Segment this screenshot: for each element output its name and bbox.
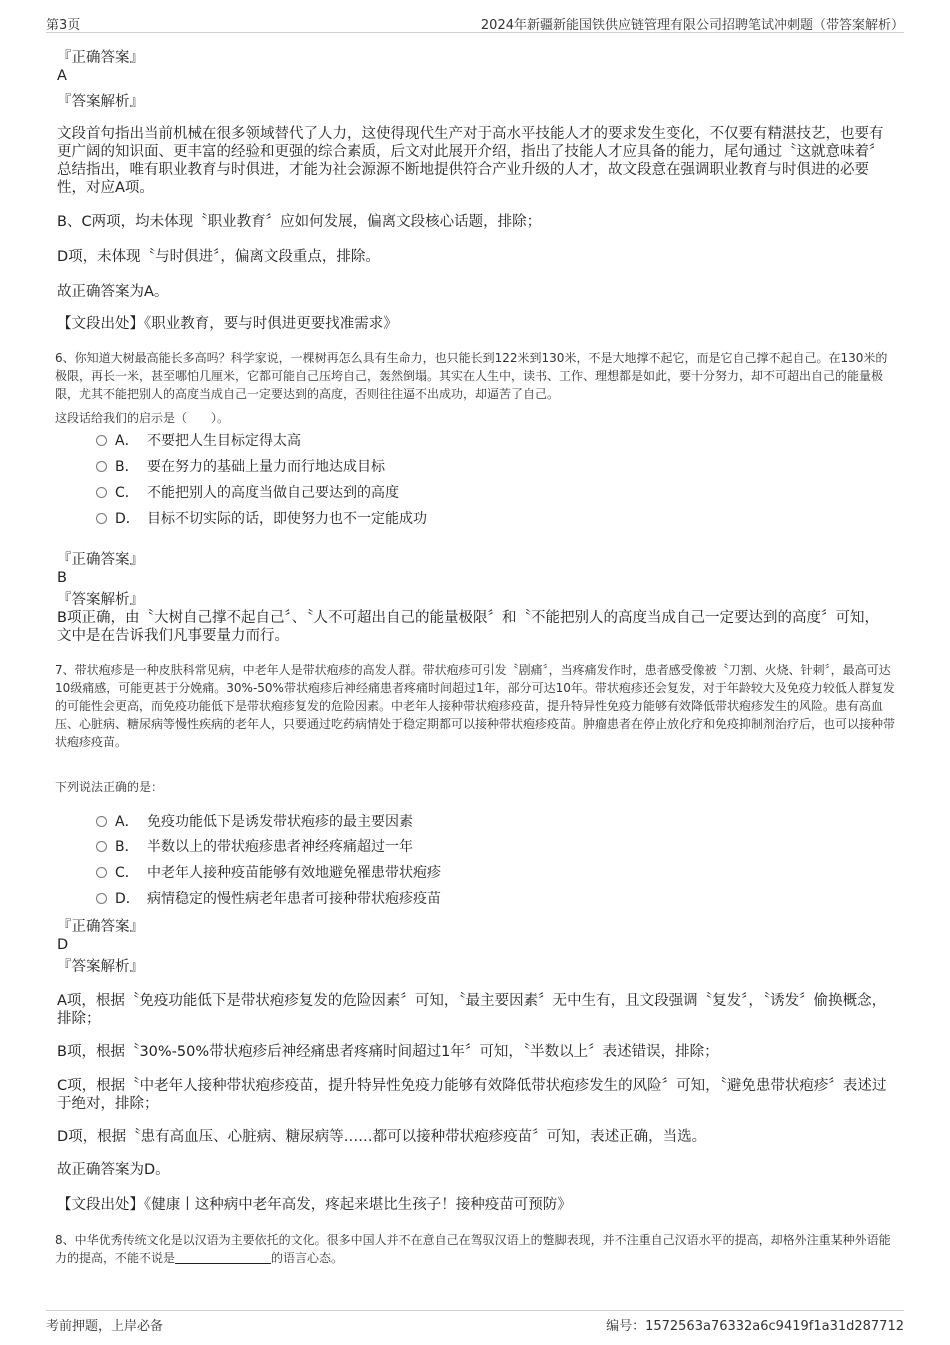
radio-button-icon[interactable] bbox=[96, 461, 107, 472]
q6-option-a[interactable]: A． 不要把人生目标定得太高 bbox=[96, 432, 301, 450]
q7-analysis-paragraph: B项，根据〝30%-50%带状疱疹后神经痛患者疼痛时间超过1年〞可知，〝半数以上〞表述错误，排除； bbox=[57, 1044, 719, 1060]
q7-option-c[interactable]: C． 中老年人接种疫苗能够有效地避免罹患带状疱疹 bbox=[96, 864, 441, 882]
q7-analysis-paragraph: D项，根据〝患有高血压、心脏病、糖尿病等……都可以接种带状疱疹疫苗〞可知，表述正确，当选。 bbox=[57, 1129, 707, 1145]
radio-button-icon[interactable] bbox=[96, 513, 107, 524]
q7-analysis-paragraph: C项，根据〝中老年人接种带状疱疹疫苗，提升特异性免疫力能够有效降低带状疱疹发生的风险〞可知，〝避免患带状疱疹〞表述过于绝对，排除； bbox=[57, 1078, 887, 1112]
q6-stem: 6、你知道大树最高能长多高吗？科学家说，一棵树再怎么具有生命力，也只能长到122米到130米，不是大地撑不起它，而是它自己撑不起自己。在130米的极限，再长一米，甚至哪怕几厘米，它都可能自己压垮自己，轰然倒塌。其实在人生中，读书、工作、理想都是如此，要十分努力，却不可超出自己的能量极限，尤其不能把别人的高度当成自己一定要达到的高度，否则往往逼不出成功，却逼苦了自己。 bbox=[55, 351, 888, 401]
q5-analysis-conclusion: 故正确答案为A。 bbox=[57, 284, 169, 300]
q7-option-b[interactable]: B． 半数以上的带状疱疹患者神经疼痛超过一年 bbox=[96, 838, 413, 856]
q5-analysis-paragraph: 文段首句指出当前机械在很多领域替代了人力，这使得现代生产对于高水平技能人才的要求发生变化，不仅要有精湛技艺，也要有更广阔的知识面、更丰富的经验和更强的综合素质，后文对此展开介绍，指出了技能人才应具备的能力，尾句通过〝这就意味着〞总结指出，唯有职业教育与时俱进，才能为社会源源不断地提供符合产业升级的人才，故文段意在强调职业教育与时俱进的必要性，对应A项。 bbox=[57, 126, 884, 196]
q7-prompt: 下列说法正确的是： bbox=[55, 780, 164, 794]
q7-analysis-conclusion: 故正确答案为D。 bbox=[57, 1162, 170, 1178]
fill-in-blank[interactable] bbox=[175, 1251, 271, 1264]
q8-stem: 8、中华优秀传统文化是以汉语为主要依托的文化。很多中国人并不在意自己在驾驭汉语上的蹩脚表现，并不注重自己汉语水平的提高，却格外注重某种外语能力的提高，不能不说是 的语言心态。 bbox=[55, 1233, 891, 1265]
radio-button-icon[interactable] bbox=[96, 816, 107, 827]
radio-button-icon[interactable] bbox=[96, 841, 107, 852]
q6-prompt: 这段话给我们的启示是（ ）。 bbox=[55, 411, 230, 425]
q7-analysis-heading: 『答案解析』 bbox=[57, 959, 144, 975]
q6-option-c[interactable]: C． 不能把别人的高度当做自己要达到的高度 bbox=[96, 484, 399, 502]
q7-answer: D bbox=[57, 937, 69, 953]
q7-analysis-paragraph: A项，根据〝免疫功能低下是带状疱疹复发的危险因素〞可知，〝最主要因素〞无中生有，且文段强调〝复发〞，〝诱发〞偷换概念，排除； bbox=[57, 993, 887, 1027]
q6-analysis-heading: 『答案解析』 bbox=[57, 592, 144, 608]
q7-source: 【文段出处】《健康丨这种病中老年高发，疼起来堪比生孩子！接种疫苗可预防》 bbox=[57, 1197, 572, 1213]
q6-answer-heading: 『正确答案』 bbox=[57, 552, 144, 568]
q5-analysis-paragraph: B、C两项，均未体现〝职业教育〞应如何发展，偏离文段核心话题，排除； bbox=[57, 214, 542, 230]
q6-option-d[interactable]: D． 目标不切实际的话，即使努力也不一定能成功 bbox=[96, 510, 427, 528]
radio-button-icon[interactable] bbox=[96, 893, 107, 904]
radio-button-icon[interactable] bbox=[96, 867, 107, 878]
page-number: 第3页 bbox=[46, 18, 81, 33]
document-serial: 编号：1572563a76332a6c9419f1a31d287712 bbox=[606, 1319, 904, 1334]
q6-analysis: B项正确，由〝大树自己撑不起自己〞、〝人不可超出自己的能量极限〞和〝不能把别人的高度当成自己一定要达到的高度〞可知，文中是在告诉我们凡事要量力而行。 bbox=[57, 610, 879, 644]
page-header bbox=[46, 12, 904, 33]
q5-source: 【文段出处】《职业教育，要与时俱进更要找准需求》 bbox=[57, 316, 398, 332]
q5-answer-heading: 『正确答案』 bbox=[57, 50, 144, 66]
q6-option-b[interactable]: B． 要在努力的基础上量力而行地达成目标 bbox=[96, 458, 385, 476]
radio-button-icon[interactable] bbox=[96, 487, 107, 498]
footer-slogan: 考前押题，上岸必备 bbox=[46, 1319, 164, 1334]
q7-stem: 7、带状疱疹是一种皮肤科常见病，中老年人是带状疱疹的高发人群。带状疱疹可引发〝剧痛〞，当疼痛发作时，患者感受像被〝刀割、火烧、针刺〞，最高可达10级痛感，可能更甚于分娩痛。30%-50%带状疱疹后神经痛患者疼痛时间超过1年，部分可达10年。带状疱疹还会复发，对于年龄较大及免疫力较低人群复发的可能性会更高，而免疫功能低下是带状疱疹复发的危险因素。中老年人接种带状疱疹疫苗，提升特异性免疫力能够有效降低带状疱疹发生的风险。患有高血压、心脏病、糖尿病等慢性疾病的老年人，只要通过吃药病情处于稳定期都可以接种带状疱疹疫苗。肿瘤患者在停止放化疗和免疫抑制剂治疗后，也可以接种带状疱疹疫苗。 bbox=[55, 663, 896, 749]
q5-answer: A bbox=[57, 68, 67, 84]
q7-option-a[interactable]: A． 免疫功能低下是诱发带状疱疹的最主要因素 bbox=[96, 813, 413, 831]
q7-answer-heading: 『正确答案』 bbox=[57, 919, 144, 935]
q5-analysis-paragraph: D项，未体现〝与时俱进〞，偏离文段重点，排除。 bbox=[57, 249, 380, 265]
q6-answer: B bbox=[57, 570, 67, 586]
document-title: 2024年新疆新能国铁供应链管理有限公司招聘笔试冲刺题（带答案解析） bbox=[480, 18, 904, 33]
q7-option-d[interactable]: D． 病情稳定的慢性病老年患者可接种带状疱疹疫苗 bbox=[96, 890, 441, 908]
page-footer bbox=[46, 1310, 904, 1333]
radio-button-icon[interactable] bbox=[96, 435, 107, 446]
q5-analysis-heading: 『答案解析』 bbox=[57, 94, 144, 110]
